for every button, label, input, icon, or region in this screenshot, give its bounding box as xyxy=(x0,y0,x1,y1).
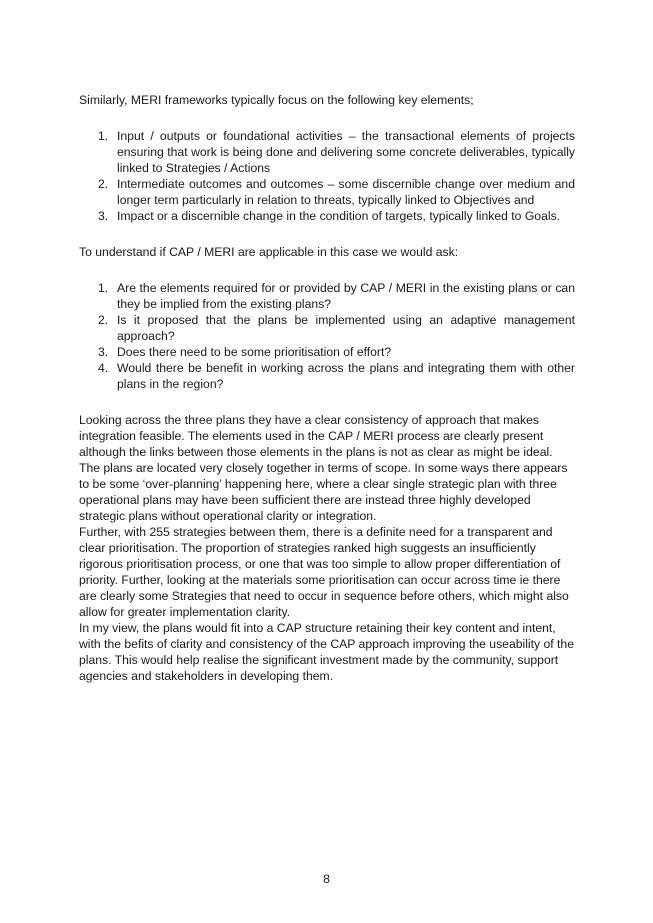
applicability-questions-list xyxy=(79,280,575,392)
list-number: 1. xyxy=(98,281,109,295)
list-number: 2. xyxy=(98,313,109,327)
list-item-text: Intermediate outcomes and outcomes – some discernible change over medium and longer term particularly in relation to threats, typically linked to Objectives and xyxy=(117,177,575,207)
list-number: 2. xyxy=(98,177,109,191)
list-item-text: Does there need to be some prioritisation of effort? xyxy=(117,345,392,359)
list-number: 3. xyxy=(98,345,109,359)
list-item xyxy=(79,208,575,224)
list-item-text: Input / outputs or foundational activities – the transactional elements of projects ensuring that work is being done and delivering some concrete deliverables, typically linked to Strategies / Actions xyxy=(117,129,575,175)
list-item xyxy=(79,128,575,176)
paragraph-consistency: Looking across the three plans they have a clear consistency of approach that makes integration feasible. The elements used in the CAP / MERI process are clearly present although the links between those elements in the plans is not as clear as might be ideal. xyxy=(79,413,553,459)
list-item-text: Are the elements required for or provided by CAP / MERI in the existing plans or can they be implied from the existing plans? xyxy=(117,281,575,311)
list-number: 4. xyxy=(98,361,109,375)
list-item-text: Impact or a discernible change in the condition of targets, typically linked to Goals. xyxy=(117,209,561,223)
paragraph-prioritisation: Further, with 255 strategies between them, there is a definite need for a transparent and clear prioritisation. The proportion of strategies ranked high suggests an insufficiently rigorous prioritisation process, or one that was too simple to allow proper differentiation of priority. Further, looking at the materials some prioritisation can occur across time ie there are clearly some Strategies that need to occur in sequence before others, which might also allow for greater implementation clarity. xyxy=(79,525,569,619)
list-item-text: Is it proposed that the plans be implemented using an adaptive management approach? xyxy=(117,313,575,343)
list-item xyxy=(79,176,575,208)
list-item xyxy=(79,344,575,360)
document-body xyxy=(79,92,575,684)
list-number: 3. xyxy=(98,209,109,223)
discussion-section xyxy=(79,412,575,684)
list-number: 1. xyxy=(98,129,109,143)
list-item xyxy=(79,360,575,392)
list-item-text: Would there be benefit in working across the plans and integrating them with other plans in the region? xyxy=(117,361,575,391)
page-number: 8 xyxy=(323,872,330,886)
intro-paragraph-meri: Similarly, MERI frameworks typically focus on the following key elements; xyxy=(79,93,474,107)
meri-key-elements-list xyxy=(79,128,575,224)
list-item xyxy=(79,280,575,312)
list-item xyxy=(79,312,575,344)
paragraph-conclusion: In my view, the plans would fit into a CAP structure retaining their key content and intent, with the befits of clarity and consistency of the CAP approach improving the useability of the plans. This would help realise the significant investment made by the community, support agencies and stakeholders in developing them. xyxy=(79,621,574,683)
intro-paragraph-questions: To understand if CAP / MERI are applicable in this case we would ask: xyxy=(79,245,459,259)
paragraph-scope: The plans are located very closely together in terms of scope. In some ways there appears to be some ‘over-planning’ happening here, where a clear single strategic plan with three operational plans may have been sufficient there are instead three highly developed strategic plans without operational clarity or integration. xyxy=(79,461,568,523)
